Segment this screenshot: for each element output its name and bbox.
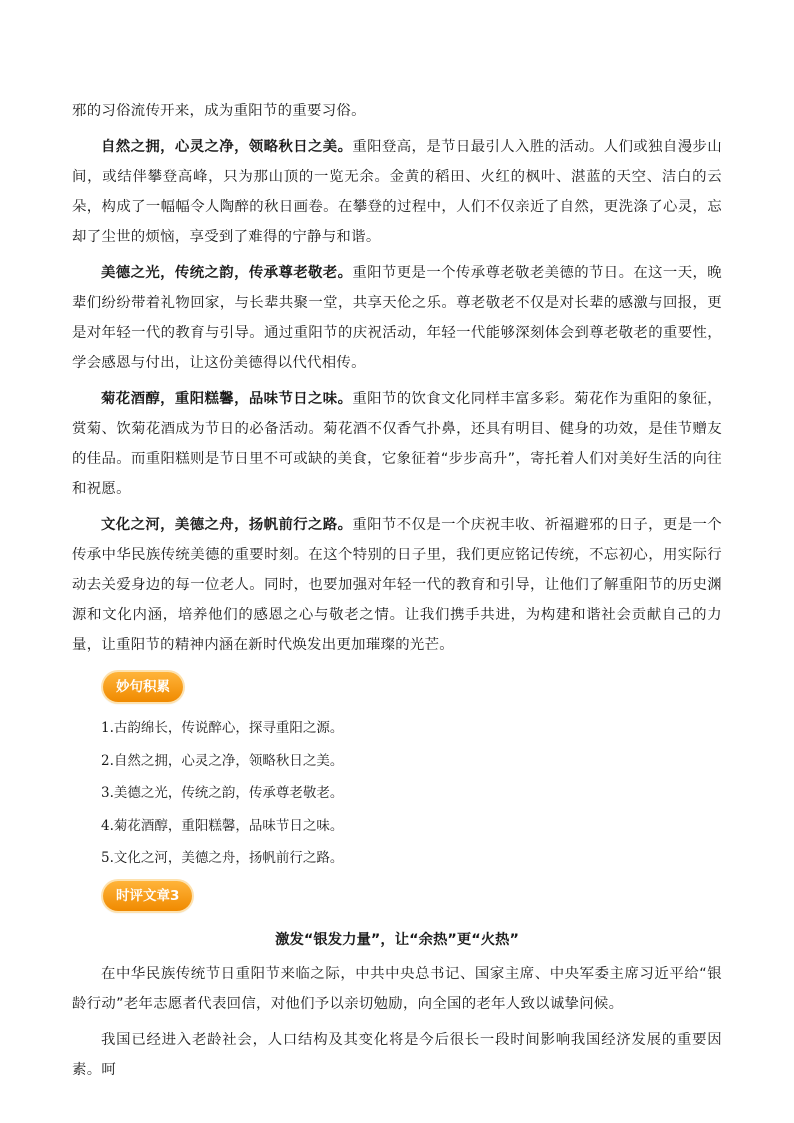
section-badge-commentary: 时评文章3 (103, 881, 192, 911)
paragraph-continuation: 邪的习俗流传开来，成为重阳节的重要习俗。 (72, 103, 366, 119)
document-body (72, 96, 722, 1091)
list-item: 5.文化之河，美德之舟，扬帆前行之路。 (101, 850, 344, 866)
paragraph-lead: 菊花酒醇，重阳糕馨，品味节日之味。 (101, 391, 353, 407)
list-item: 2.自然之拥，心灵之净，领略秋日之美。 (101, 752, 344, 769)
paragraph-nature: 自然之拥，心灵之净，领略秋日之美。重阳登高，是节日最引人入胜的活动。人们或独自漫步山间，或结伴攀登高峰，只为那山顶的一览无余。金黄的稻田、火红的枫叶、湛蓝的天空、洁白的云朵，构成了一幅幅令人陶醉的秋日画卷。在攀登的过程中，人们不仅亲近了自然，更洗涤了心灵，忘却了尘世的烦恼，享受到了难得的宁静与和谐。 (72, 139, 722, 245)
paragraph-food: 菊花酒醇，重阳糕馨，品味节日之味。重阳节的饮食文化同样丰富多彩。菊花作为重阳的象征，赏菊、饮菊花酒成为节日的必备活动。菊花酒不仅香气扑鼻，还具有明目、健身的功效，是佳节赠友的佳品。而重阳糕则是节日里不可或缺的美食，它象征着“步步高升”，寄托着人们对美好生活的向往和祝愿。 (72, 391, 722, 497)
paragraph-lead: 自然之拥，心灵之净，领略秋日之美。 (101, 139, 353, 155)
paragraph-culture: 文化之河，美德之舟，扬帆前行之路。重阳节不仅是一个庆祝丰收、祈福避邪的日子，更是一个传承中华民族传统美德的重要时刻。在这个特别的日子里，我们更应铭记传统，不忘初心，用实际行动去关爱身边的每一位老人。同时，也要加强对年轻一代的教育和引导，让他们了解重阳节的历史渊源和文化内涵，培养他们的感恩之心与敬老之情。让我们携手共进，为构建和谐社会贡献自己的力量，让重阳节的精神内涵在新时代焕发出更加璀璨的光芒。 (72, 517, 722, 653)
article-paragraph: 在中华民族传统节日重阳节来临之际，中共中央总书记、国家主席、中央军委主席习近平给“银龄行动”老年志愿者代表回信，对他们予以亲切勉励，向全国的老年人致以诚挚问候。 (72, 965, 722, 1012)
paragraph-virtue: 美德之光，传统之韵，传承尊老敬老。重阳节更是一个传承尊老敬老美德的节日。在这一天，晚辈们纷纷带着礼物回家，与长辈共聚一堂，共享天伦之乐。尊老敬老不仅是对长辈的感激与回报，更是对年轻一代的教育与引导。通过重阳节的庆祝活动，年轻一代能够深刻体会到尊老敬老的重要性，学会感恩与付出，让这份美德得以代代相传。 (72, 265, 722, 371)
paragraph-lead: 文化之河，美德之舟，扬帆前行之路。 (101, 517, 353, 533)
phrase-list (72, 712, 722, 875)
section-badge-phrases: 妙句积累 (103, 672, 183, 702)
list-item: 3.美德之光，传统之韵，传承尊老敬老。 (101, 785, 344, 801)
list-item: 1.古韵绵长，传说醉心，探寻重阳之源。 (101, 720, 344, 736)
list-item: 4.菊花酒醇，重阳糕馨，品味节日之味。 (101, 817, 344, 834)
paragraph-lead: 美德之光，传统之韵，传承尊老敬老。 (101, 265, 353, 281)
article-title: 激发“银发力量”，让“余热”更“火热” (275, 931, 519, 948)
article-paragraph: 我国已经进入老龄社会，人口结构及其变化将是今后很长一段时间影响我国经济发展的重要因素。呵 (72, 1031, 722, 1078)
